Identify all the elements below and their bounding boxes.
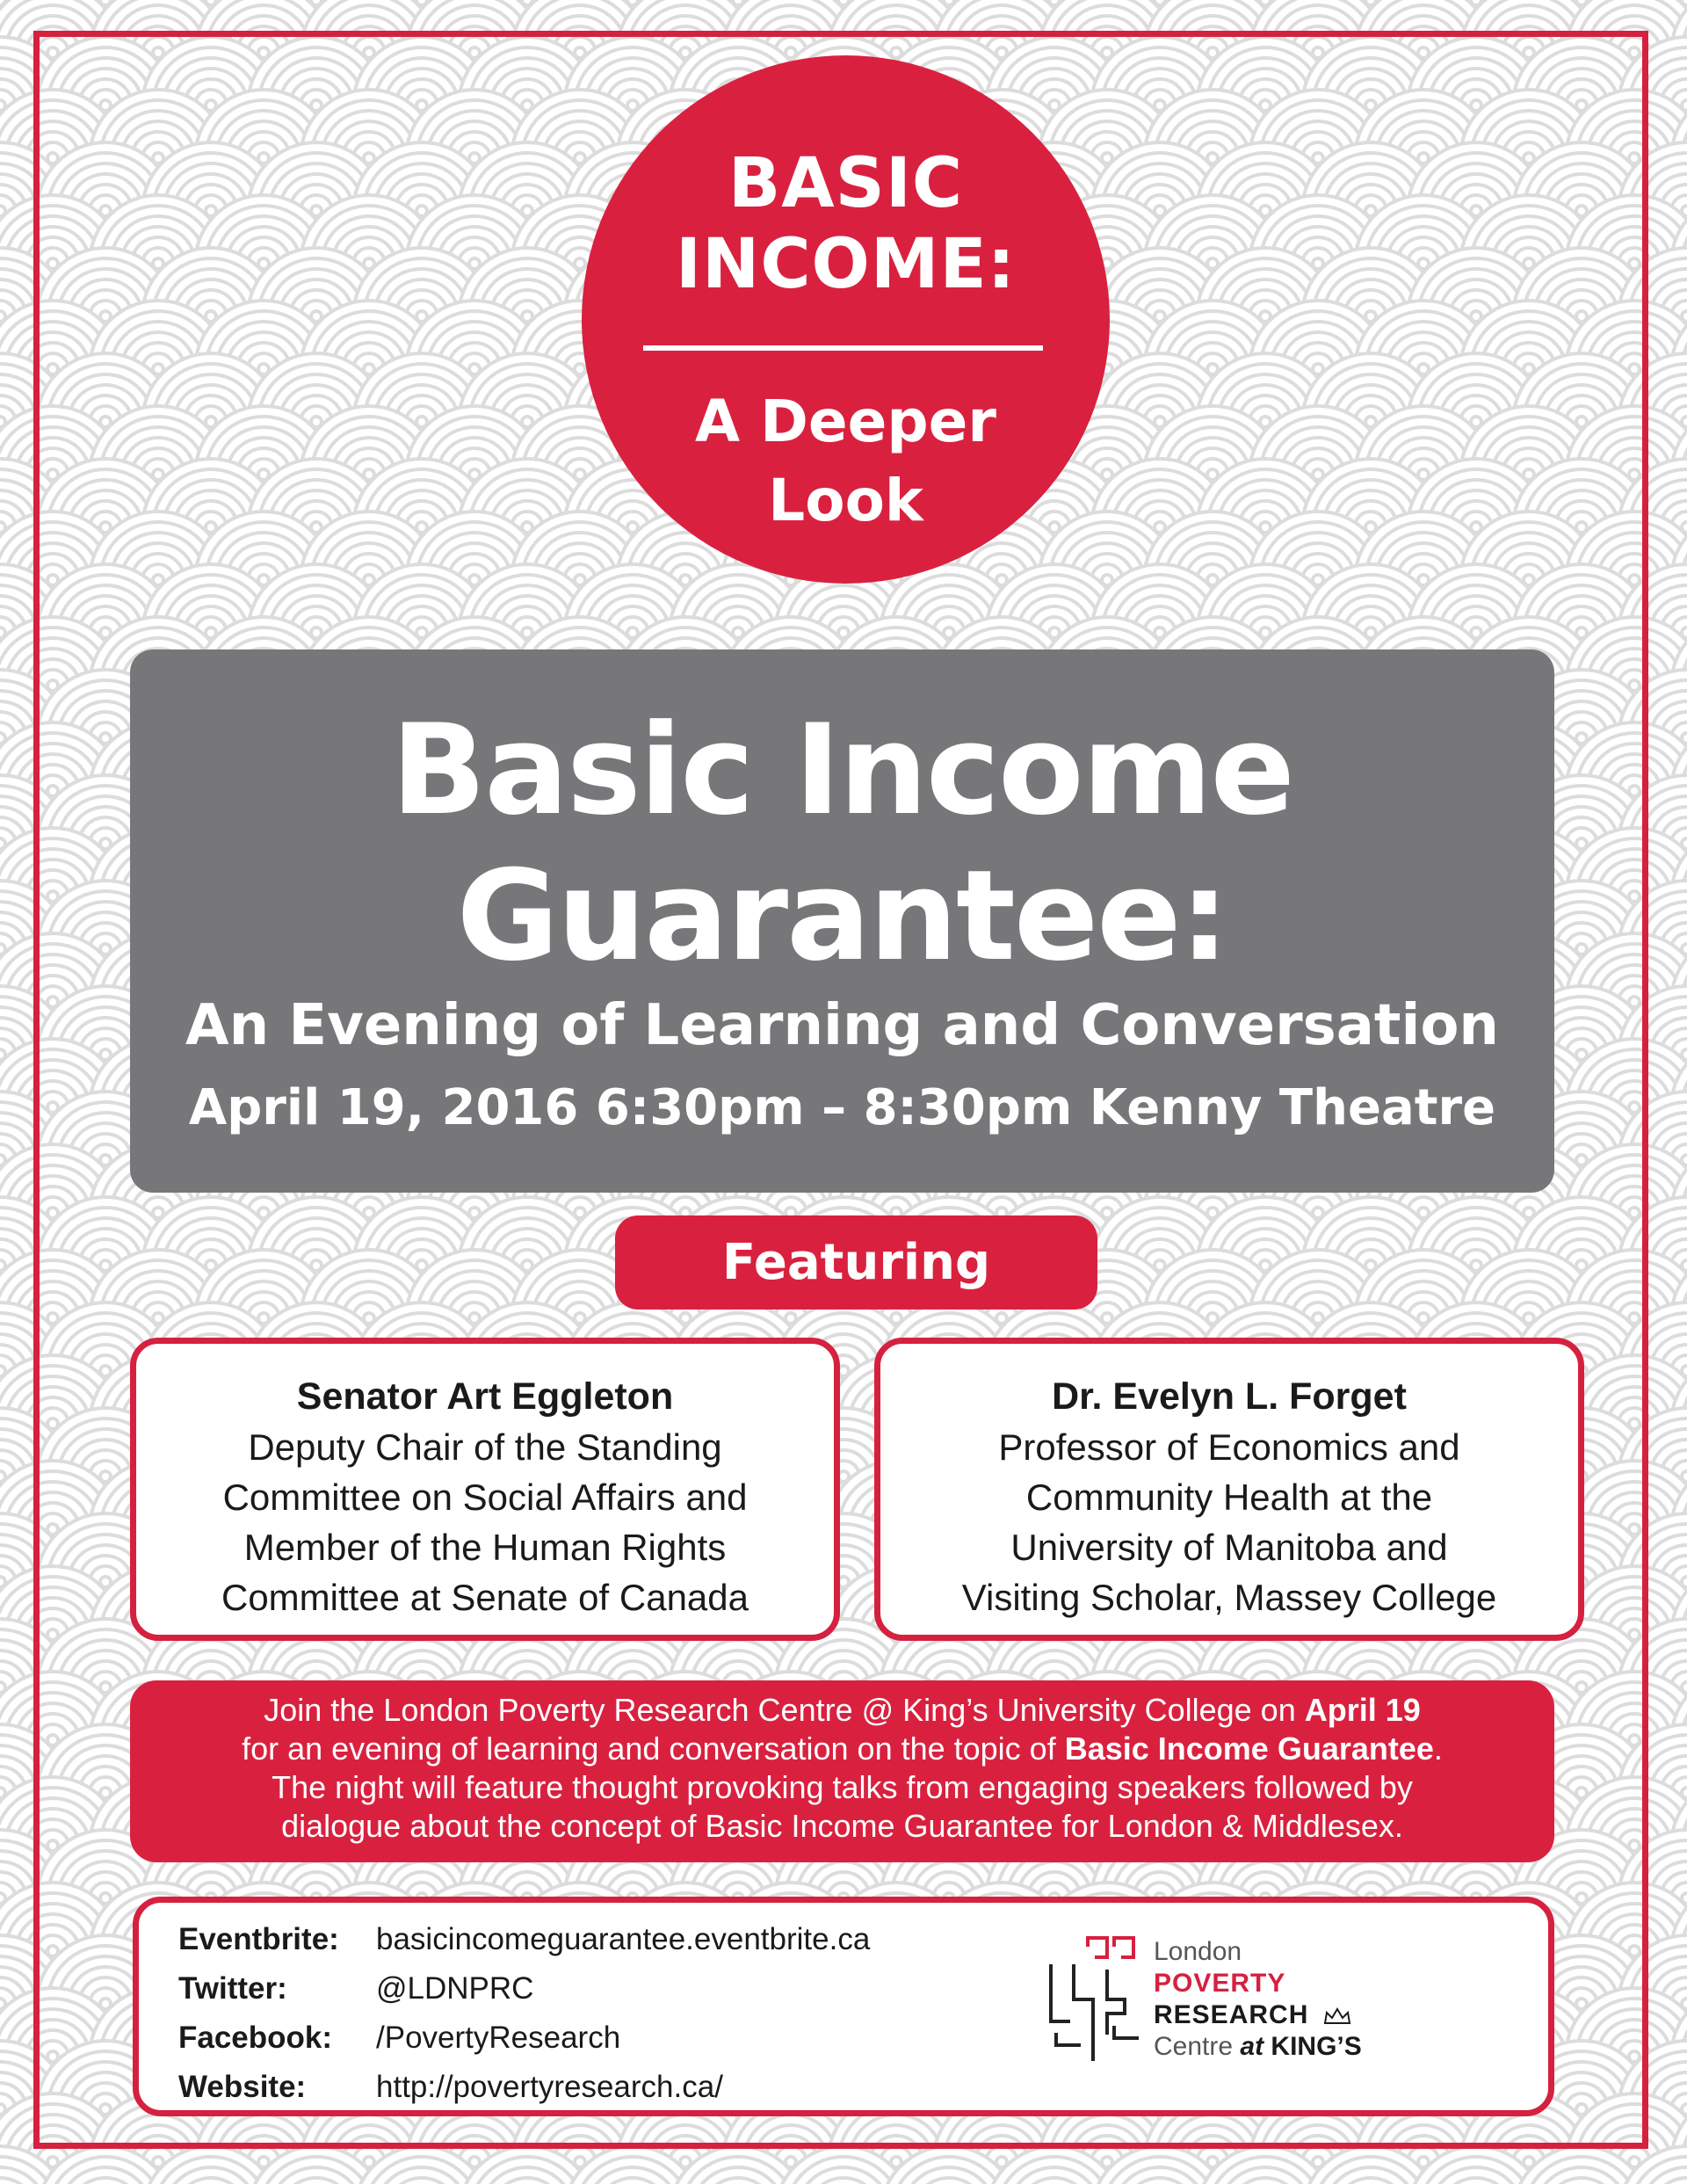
speaker-title-line: Deputy Chair of the Standing	[248, 1426, 722, 1468]
event-title-line-1: Basic Income	[391, 698, 1293, 843]
logo-mark-dark-stroke	[1114, 2026, 1139, 2038]
featuring-label: Featuring	[615, 1215, 1097, 1310]
contact-label: Facebook:	[178, 2021, 333, 2055]
logo-mark-dark-stroke	[1051, 1964, 1070, 2021]
description-line: dialogue about the concept of Basic Income Guarantee for London & Middlesex.	[281, 1808, 1403, 1844]
description-line: The night will feature thought provoking talks from engaging speakers followed by	[272, 1769, 1413, 1805]
description-line	[130, 1691, 1554, 1730]
contact-row-website	[178, 2068, 723, 2107]
speaker-name: Dr. Evelyn L. Forget	[1052, 1375, 1407, 1418]
logo-at-text: at	[1240, 2032, 1264, 2061]
speaker-title-line: Visiting Scholar, Massey College	[961, 1577, 1497, 1618]
speaker-card	[130, 1338, 840, 1641]
logo-wordmark	[1154, 1936, 1362, 2063]
speaker-title-line: Committee at Senate of Canada	[221, 1577, 749, 1618]
twitter-handle[interactable]: @LDNPRC	[376, 1971, 534, 2006]
website-link[interactable]: http://povertyresearch.ca/	[376, 2070, 723, 2104]
eventbrite-link[interactable]: basicincomeguarantee.eventbrite.ca	[376, 1922, 871, 1956]
badge-line-4: Look	[768, 467, 923, 534]
lprc-logo-mark	[1035, 1929, 1149, 2079]
contact-label: Eventbrite:	[178, 1922, 339, 1956]
logo-research-text: RESEARCH	[1154, 2000, 1309, 2029]
crown-shape	[1325, 2009, 1350, 2023]
speaker-title-line: Professor of Economics and	[998, 1426, 1460, 1468]
logo-line-poverty: POVERTY	[1154, 1969, 1286, 1998]
headline-panel	[130, 649, 1554, 1193]
lprc-logo	[1035, 1929, 1413, 2079]
event-description	[130, 1680, 1554, 1862]
speaker-title-line: University of Manitoba and	[1010, 1527, 1448, 1568]
badge-line-2: INCOME:	[676, 225, 1016, 304]
logo-line-research	[1154, 1999, 1362, 2031]
speaker-name: Senator Art Eggleton	[296, 1375, 674, 1418]
logo-mark-dark-stroke	[1107, 1970, 1125, 2035]
description-text: .	[1433, 1731, 1443, 1767]
speaker-title-line: Committee on Social Affairs and	[222, 1477, 748, 1518]
speaker-title-line: Member of the Human Rights	[243, 1527, 727, 1568]
contact-label: Website:	[178, 2070, 307, 2104]
logo-mark-red-stroke	[1114, 1938, 1133, 1957]
logo-centre-text: Centre	[1154, 2032, 1241, 2061]
badge-divider	[643, 345, 1043, 351]
title-badge-circle	[582, 55, 1110, 584]
badge-subheading	[582, 382, 1110, 541]
logo-mark-red-stroke	[1088, 1938, 1107, 1957]
contact-row-eventbrite	[178, 1920, 870, 1959]
description-text: for an evening of learning and conversation on the topic of	[242, 1731, 1065, 1767]
description-highlight: Basic Income Guarantee	[1064, 1731, 1434, 1767]
badge-line-1: BASIC	[728, 144, 964, 223]
contact-row-facebook	[178, 2019, 620, 2057]
event-title-line-2: Guarantee:	[456, 844, 1228, 989]
event-title	[130, 698, 1554, 990]
description-highlight: April 19	[1304, 1692, 1421, 1728]
badge-heading	[582, 143, 1110, 305]
contact-label: Twitter:	[178, 1971, 287, 2006]
speaker-card	[874, 1338, 1584, 1641]
description-text: Join the London Poverty Research Centre @ King’s University College on	[264, 1692, 1305, 1728]
event-subtitle: An Evening of Learning and Conversation	[185, 993, 1499, 1058]
logo-line-london: London	[1154, 1937, 1242, 1966]
contact-row-twitter	[178, 1970, 533, 2008]
speaker-title-line: Community Health at the	[1025, 1477, 1433, 1518]
logo-kings-text: KING’S	[1263, 2032, 1362, 2061]
logo-mark-dark-stroke	[1056, 2033, 1081, 2045]
description-line	[130, 1730, 1554, 1768]
logo-line-centre	[1154, 2031, 1362, 2063]
crown-icon	[1322, 2006, 1352, 2027]
event-date-location: April 19, 2016 6:30pm – 8:30pm Kenny Theatre	[188, 1079, 1496, 1136]
badge-line-3: A Deeper	[695, 388, 996, 455]
facebook-link[interactable]: /PovertyResearch	[376, 2021, 621, 2055]
